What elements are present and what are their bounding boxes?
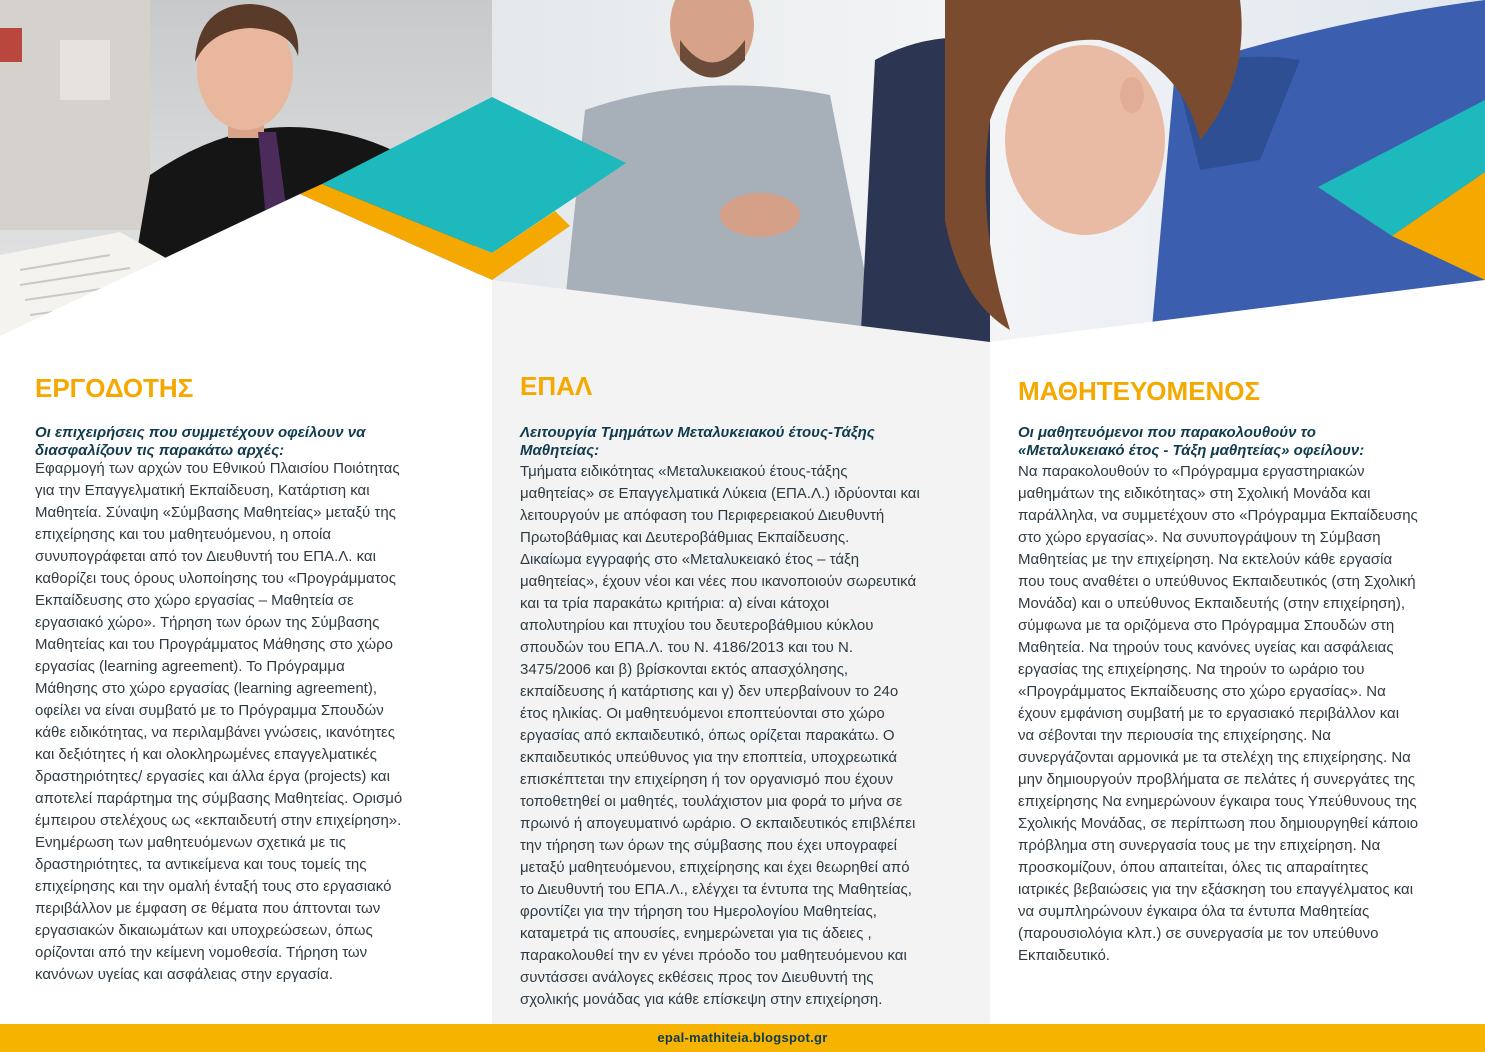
school-body-line: φροντίζει για την τήρηση του Ημερολογίου Μαθητείας, bbox=[520, 903, 877, 920]
apprentice-body-line: (παρουσιολόγια κλπ.) σε συνεργασία με τον υπεύθυνο bbox=[1018, 925, 1379, 942]
employer-body-line: Μαθητεία. Σύναψη «Σύμβασης Μαθητείας» μεταξύ της bbox=[35, 504, 396, 521]
employer-body-line: έμπειρου στελέχους ως «εκπαιδευτή στην επιχείρηση». bbox=[35, 812, 402, 829]
school-body-line: μαθητείας» σε Επαγγελματικά Λύκεια (ΕΠΑ.Λ.) ιδρύονται και bbox=[520, 485, 920, 502]
apprentice-body-line: να σέβονται την περιουσία της επιχείρησης. Να bbox=[1018, 727, 1331, 744]
employer-body-line: εργασιακό χώρο». Τήρηση των όρων της Σύμβασης bbox=[35, 614, 380, 631]
apprentice-body-line: συνεργάζονται αρμονικά με τα στελέχη της επιχείρησης. Να bbox=[1018, 749, 1411, 766]
apprentice-body-line: Να παρακολουθούν το «Πρόγραμμα εργαστηριακών bbox=[1018, 463, 1365, 480]
employer-body-line: Μαθητείας και του Προγράμματος Μάθησης στο χώρο bbox=[35, 636, 393, 653]
employer-body-line: Εκπαίδευσης στο χώρο εργασίας – Μαθητεία σε bbox=[35, 592, 354, 609]
employer-body-line: περιβάλλον με έμφαση σε θέματα που άπτονται των bbox=[35, 900, 381, 917]
school-body-line: 3475/2006 και β) βρίσκονται εκτός απασχόλησης, bbox=[520, 661, 849, 678]
employer-body-line: επιχείρησης και του μαθητευόμενου, η οποία bbox=[35, 526, 332, 543]
apprentice-body-line: μαθημάτων της ειδικότητας» στη Σχολική Μονάδα και bbox=[1018, 485, 1371, 502]
school-body-line: απολυτηρίου και πτυχίου του δευτεροβάθμιου κύκλου bbox=[520, 617, 874, 634]
school-body-line: εκπαίδευσης ή κατάρτισης και γ) δεν υπερβαίνουν το 24ο bbox=[520, 683, 899, 700]
school-body-line: Δικαίωμα εγγραφής στο «Μεταλυκειακό έτος – τάξη bbox=[520, 551, 860, 568]
apprentice-body-line: προσκομίζουν, όπου απαιτείται, όλες τις απαραίτητες bbox=[1018, 859, 1369, 876]
footer-bar bbox=[0, 1024, 1485, 1052]
school-body-line: συντάσσει ανάλογες εκθέσεις προς τον Διευθυντή της bbox=[520, 969, 874, 986]
employer-body bbox=[35, 458, 402, 986]
employer-body-line: Μάθησης στο χώρο εργασίας (learning agreement), bbox=[35, 680, 378, 697]
employer-body-line: καθορίζει τους όρους υλοποίησης του «Προγράμματος bbox=[35, 570, 396, 587]
apprentice-body-line: στο χώρο εργασίας». Να συνυπογράψουν τη Σύμβαση bbox=[1018, 529, 1381, 546]
apprentice-body-line: παράλληλα, να συμμετέχουν στο «Πρόγραμμα Εκπαίδευσης bbox=[1018, 507, 1418, 524]
apprentice-body-line: Μονάδα) και ο υπεύθυνος Εκπαιδευτής (στην επιχείρηση), bbox=[1018, 595, 1406, 612]
apprentice-subtitle bbox=[1018, 424, 1364, 460]
employer-subtitle bbox=[35, 424, 365, 460]
employer-body-line: εργασιακών δικαιωμάτων και υποχρεώσεων, όπως bbox=[35, 922, 373, 939]
school-body-line: καταμετρά τις απουσίες, ενημερώνεται για τις άδειες , bbox=[520, 925, 872, 942]
employer-body-line: δραστηριότητες, τα αντικείμενα και τους τομείς της bbox=[35, 856, 367, 873]
school-subtitle-line: Μαθητείας: bbox=[520, 442, 600, 459]
school-title: ΕΠΑΛ bbox=[520, 371, 593, 401]
school-subtitle-line: Λειτουργία Τμημάτων Μεταλυκειακού έτους-Τάξης bbox=[520, 424, 875, 441]
employer-body-line: συνυπογράφεται από τον Διευθυντή του ΕΠΑ.Λ. και bbox=[35, 548, 376, 565]
apprentice-body-line: Σχολικής Μονάδας, σε περίπτωση που δημιουργηθεί κάποιο bbox=[1018, 815, 1419, 832]
employer-body-line: για την Επαγγελματική Εκπαίδευση, Κατάρτιση και bbox=[35, 482, 370, 499]
apprentice-body-line: σύμφωνα με τα οριζόμενα στο Πρόγραμμα Σπουδών στη bbox=[1018, 617, 1395, 634]
employer-column bbox=[35, 0, 495, 1024]
school-body-line: Πρωτοβάθμιας και Δευτεροβάθμιας Εκπαίδευσης. bbox=[520, 529, 850, 546]
apprentice-subtitle-line: «Μεταλυκειακό έτος - Τάξη μαθητείας» οφείλουν: bbox=[1018, 442, 1365, 459]
school-body-line: παρακολουθεί την εν γένει πρόοδο του μαθητευόμενου και bbox=[520, 947, 907, 964]
school-body-line: πρωινό ή απογευματινό ωράριο. Ο εκπαιδευτικός επιβλέπει bbox=[520, 815, 916, 832]
apprentice-body-line: έχουν εμφάνιση συμβατή με το εργασιακό περιβάλλον και bbox=[1018, 705, 1400, 722]
school-body-line: εκπαιδευτικός υπεύθυνος για την εποπτεία, υποχρεωτικά bbox=[520, 749, 898, 766]
employer-body-line: οφείλει να είναι συμβατό με το Πρόγραμμα Σπουδών bbox=[35, 702, 384, 719]
school-body-line: μαθητείας», έχουν νέοι και νέες που ικανοποιούν σωρευτικά bbox=[520, 573, 917, 590]
apprentice-body-line: να συμπληρώνουν έγκαιρα όλα τα έντυπα Μαθητείας bbox=[1018, 903, 1370, 920]
apprentice-subtitle-line: Οι μαθητευόμενοι που παρακολουθούν το bbox=[1018, 424, 1316, 441]
employer-body-line: αποτελεί παράρτημα της σύμβασης Μαθητείας. Ορισμό bbox=[35, 790, 403, 807]
employer-body-line: δραστηριότητες/ εργασίες και άλλα έργα (projects) και bbox=[35, 768, 390, 785]
apprentice-body-line: μην δημιουργούν προβλήματα σε πελάτες ή συνεργάτες της bbox=[1018, 771, 1416, 788]
employer-body-line: Εφαρμογή των αρχών του Εθνικού Πλαισίου Ποιότητας bbox=[35, 460, 400, 477]
employer-body-line: εργασίας (learning agreement). Το Πρόγραμμα bbox=[35, 658, 345, 675]
school-body-line: σπουδών του ΕΠΑ.Λ. του Ν. 4186/2013 και του Ν. bbox=[520, 639, 854, 656]
apprentice-body-line: «Προγράμματος Εκπαίδευσης στο χώρο εργασίας». Να bbox=[1018, 683, 1386, 700]
employer-body-line: και δεξιότητες ή και ολοκληρωμένες επαγγελματικές bbox=[35, 746, 377, 763]
employer-body-line: επιχείρησης και την ομαλή ένταξή τους στο εργασιακό bbox=[35, 878, 392, 895]
apprentice-body-line: ιατρικές βεβαιώσεις για την εξάσκηση του επαγγέλματος και bbox=[1018, 881, 1414, 898]
school-body-line: μεταξύ μαθητευόμενου, επιχείρησης και έχει θεωρηθεί από bbox=[520, 859, 910, 876]
apprentice-body bbox=[1018, 461, 1418, 967]
school-body-line: σχολικής μονάδας για κάθε επίσκεψη στην επιχείρηση. bbox=[520, 991, 883, 1008]
employer-body-line: ορίζονται από την κείμενη νομοθεσία. Τήρηση των bbox=[35, 944, 368, 961]
school-subtitle bbox=[520, 424, 875, 460]
footer-blog-url: epal-mathiteia.blogspot.gr bbox=[657, 1030, 828, 1045]
apprentice-body-line: επιχείρησης Να ενημερώνουν έγκαιρα τους Υπεύθυνους της bbox=[1018, 793, 1417, 810]
employer-subtitle-line: Οι επιχειρήσεις που συμμετέχουν οφείλουν να bbox=[35, 424, 366, 441]
school-body-line: Τμήματα ειδικότητας «Μεταλυκειακού έτους-τάξης bbox=[520, 463, 848, 480]
employer-title: ΕΡΓΟΔΟΤΗΣ bbox=[35, 373, 194, 403]
school-column bbox=[520, 0, 980, 1024]
school-body-line: λειτουργούν με απόφαση του Περιφερειακού Διευθυντή bbox=[520, 507, 885, 524]
school-body-line: την τήρηση των όρων της σύμβασης που έχει υπογραφεί bbox=[520, 837, 897, 854]
apprentice-body-line: Εκπαιδευτικό. bbox=[1018, 947, 1110, 964]
employer-body-line: κανόνων υγείας και ασφάλειας στην εργασία. bbox=[35, 966, 333, 983]
school-body bbox=[520, 461, 920, 1011]
apprentice-column bbox=[1018, 0, 1478, 1024]
employer-body-line: Ενημέρωση των μαθητευόμενων σχετικά με τις bbox=[35, 834, 346, 851]
employer-subtitle-line: διασφαλίζουν τις παρακάτω αρχές: bbox=[35, 442, 285, 459]
apprentice-title: ΜΑΘΗΤΕΥΟΜΕΝΟΣ bbox=[1018, 376, 1261, 406]
apprentice-body-line: εργασίας της επιχείρησης. Να τηρούν το ωράριο του bbox=[1018, 661, 1365, 678]
apprentice-body-line: Μαθητεία. Να τηρούν τους κανόνες υγείας και ασφάλειας bbox=[1018, 639, 1394, 656]
apprentice-body-line: πρόβλημα στη συνεργασία τους με την επιχείρηση. Να bbox=[1018, 837, 1381, 854]
apprentice-body-line: Μαθητείας με την επιχείρηση. Να εκτελούν κάθε εργασία bbox=[1018, 551, 1393, 568]
apprentice-body-line: που τους αναθέτει ο υπεύθυνος Εκπαιδευτικός (στη Σχολική bbox=[1018, 573, 1416, 590]
school-body-line: τοποθετηθεί οι μαθητές, τουλάχιστον μια φορά το μήνα σε bbox=[520, 793, 903, 810]
school-body-line: εργασίας από εκπαιδευτικό, όπως ορίζεται παρακάτω. Ο bbox=[520, 727, 895, 744]
school-body-line: και τα τρία παρακάτω κριτήρια: α) είναι κάτοχοι bbox=[520, 595, 830, 612]
school-body-line: επισκέπτεται την επιχείρηση ή τον οργανισμό που έχουν bbox=[520, 771, 894, 788]
school-body-line: το Διευθυντή του ΕΠΑ.Λ., ελέγχει τα έντυπα της Μαθητείας, bbox=[520, 881, 912, 898]
employer-body-line: κάθε ειδικότητας, να περιλαμβάνει γνώσεις, ικανότητες bbox=[35, 724, 395, 741]
school-body-line: έτος ηλικίας. Οι μαθητευόμενοι εποπτεύονται στο χώρο bbox=[520, 705, 885, 722]
